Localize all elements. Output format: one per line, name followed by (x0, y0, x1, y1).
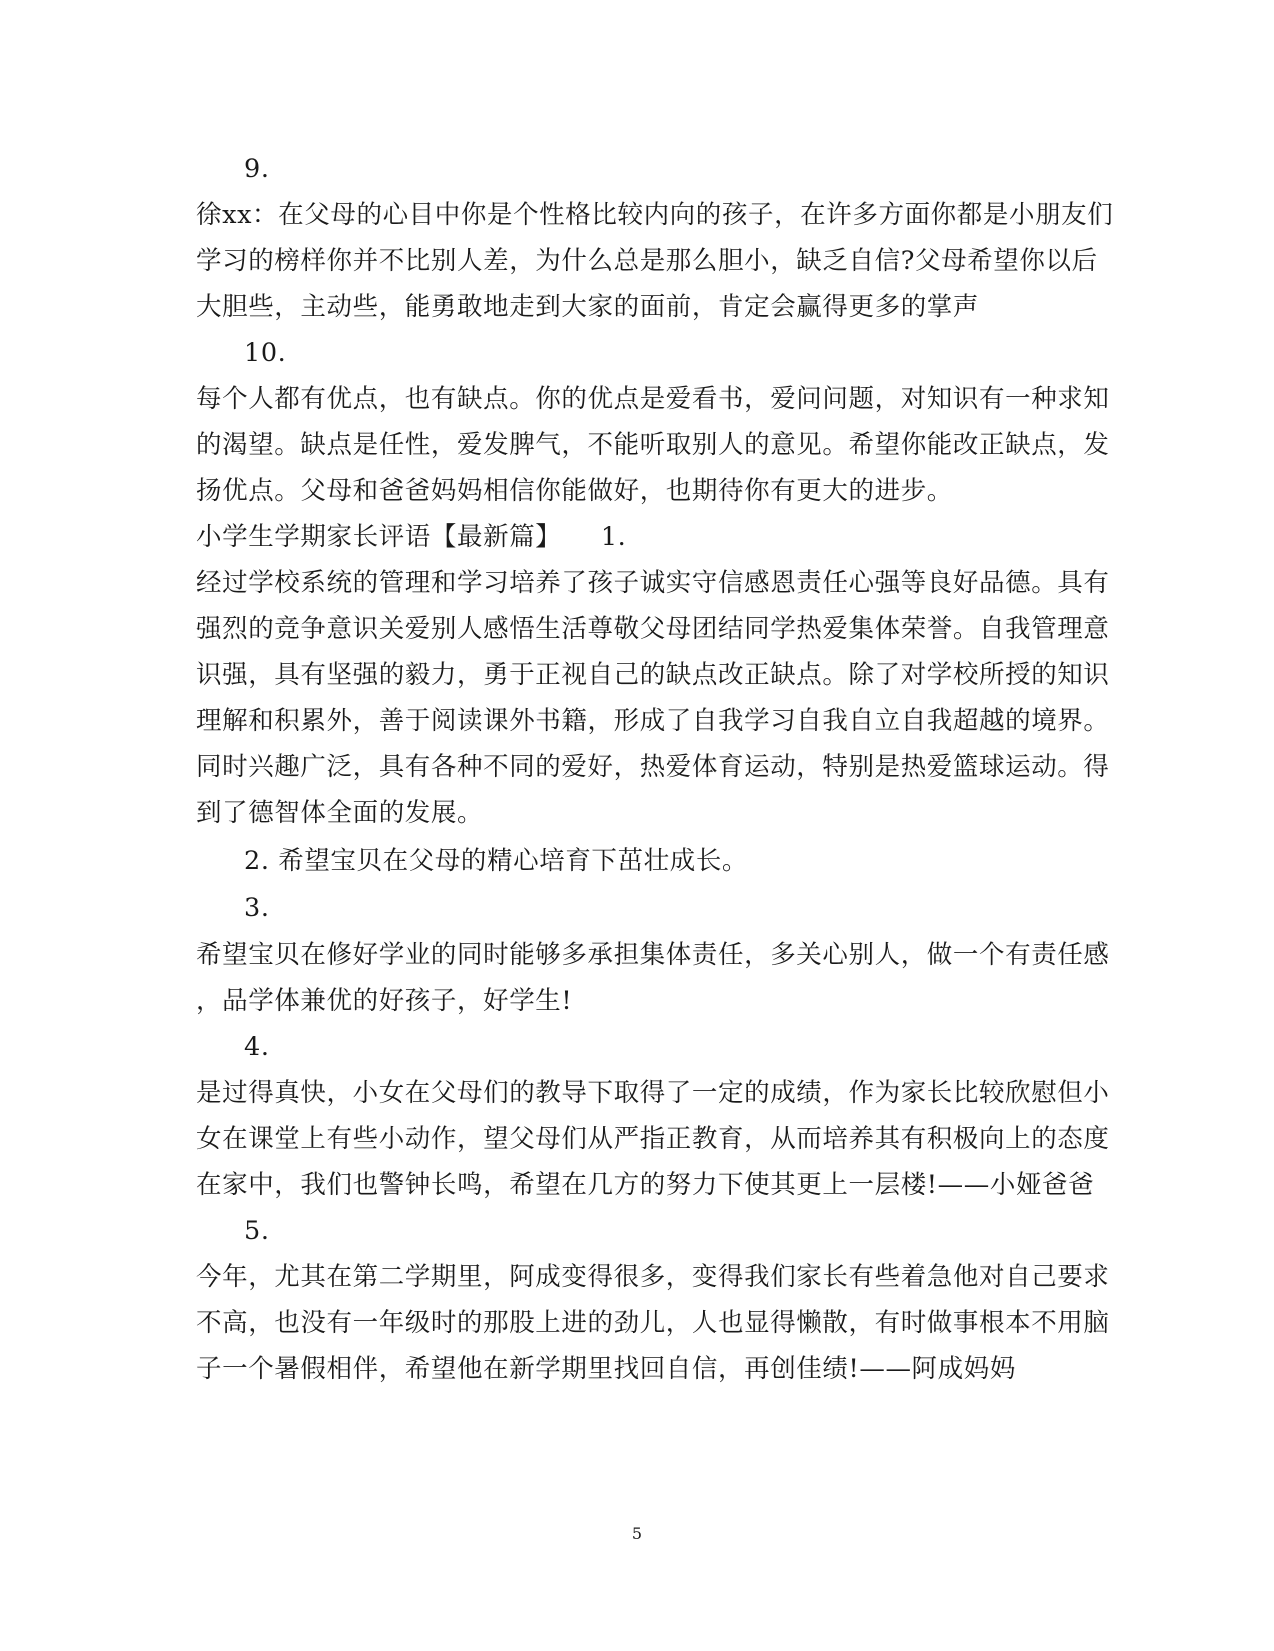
item-number: 10. (244, 338, 287, 368)
paragraph-line: 扬优点。父母和爸爸妈妈相信你能做好，也期待你有更大的进步。 (196, 476, 953, 506)
paragraph-line: ，品学体兼优的好孩子，好学生! (196, 986, 573, 1016)
section-heading: 小学生学期家长评语【最新篇】 1. (196, 522, 627, 552)
paragraph-line: 子一个暑假相伴，希望他在新学期里找回自信，再创佳绩!——阿成妈妈 (196, 1354, 1016, 1384)
paragraph-line: 女在课堂上有些小动作，望父母们从严指正教育，从而培养其有积极向上的态度 (196, 1124, 1110, 1154)
paragraph-line: 同时兴趣广泛，具有各种不同的爱好，热爱体育运动，特别是热爱篮球运动。得 (196, 752, 1110, 782)
paragraph-line: 的渴望。缺点是任性，爱发脾气，不能听取别人的意见。希望你能改正缺点，发 (196, 430, 1110, 460)
paragraph-line: 是过得真快，小女在父母们的教导下取得了一定的成绩，作为家长比较欣慰但小 (196, 1078, 1110, 1108)
paragraph-line: 今年，尤其在第二学期里，阿成变得很多，变得我们家长有些着急他对自己要求 (196, 1262, 1110, 1292)
page-number: 5 (631, 1524, 643, 1543)
paragraph-line: 强烈的竞争意识关爱别人感悟生活尊敬父母团结同学热爱集体荣誉。自我管理意 (196, 614, 1110, 644)
paragraph-line: 不高，也没有一年级时的那股上进的劲儿，人也显得懒散，有时做事根本不用脑 (196, 1308, 1110, 1338)
paragraph-line: 学习的榜样你并不比别人差，为什么总是那么胆小，缺乏自信?父母希望你以后 (196, 246, 1098, 276)
paragraph-line: 识强，具有坚强的毅力，勇于正视自己的缺点改正缺点。除了对学校所授的知识 (196, 660, 1110, 690)
paragraph-line: 大胆些，主动些，能勇敢地走到大家的面前，肯定会赢得更多的掌声 (196, 292, 980, 322)
paragraph-line: 希望宝贝在修好学业的同时能够多承担集体责任，多关心别人，做一个有责任感 (196, 940, 1110, 970)
paragraph-line: 在家中，我们也警钟长鸣，希望在几方的努力下使其更上一层楼!——小娅爸爸 (196, 1170, 1095, 1200)
item-number: 3. (244, 893, 270, 923)
paragraph-line: 经过学校系统的管理和学习培养了孩子诚实守信感恩责任心强等良好品德。具有 (196, 568, 1110, 598)
list-item: 2. 希望宝贝在父母的精心培育下茁壮成长。 (244, 846, 749, 876)
item-number: 5. (244, 1216, 270, 1246)
item-number: 9. (244, 154, 270, 184)
item-number: 4. (244, 1032, 270, 1062)
paragraph-line: 徐xx：在父母的心目中你是个性格比较内向的孩子，在许多方面你都是小朋友们 (196, 200, 1114, 230)
paragraph-line: 到了德智体全面的发展。 (196, 798, 484, 828)
paragraph-line: 每个人都有优点，也有缺点。你的优点是爱看书，爱问问题，对知识有一种求知 (196, 384, 1110, 414)
paragraph-line: 理解和积累外，善于阅读课外书籍，形成了自我学习自我自立自我超越的境界。 (196, 706, 1110, 736)
